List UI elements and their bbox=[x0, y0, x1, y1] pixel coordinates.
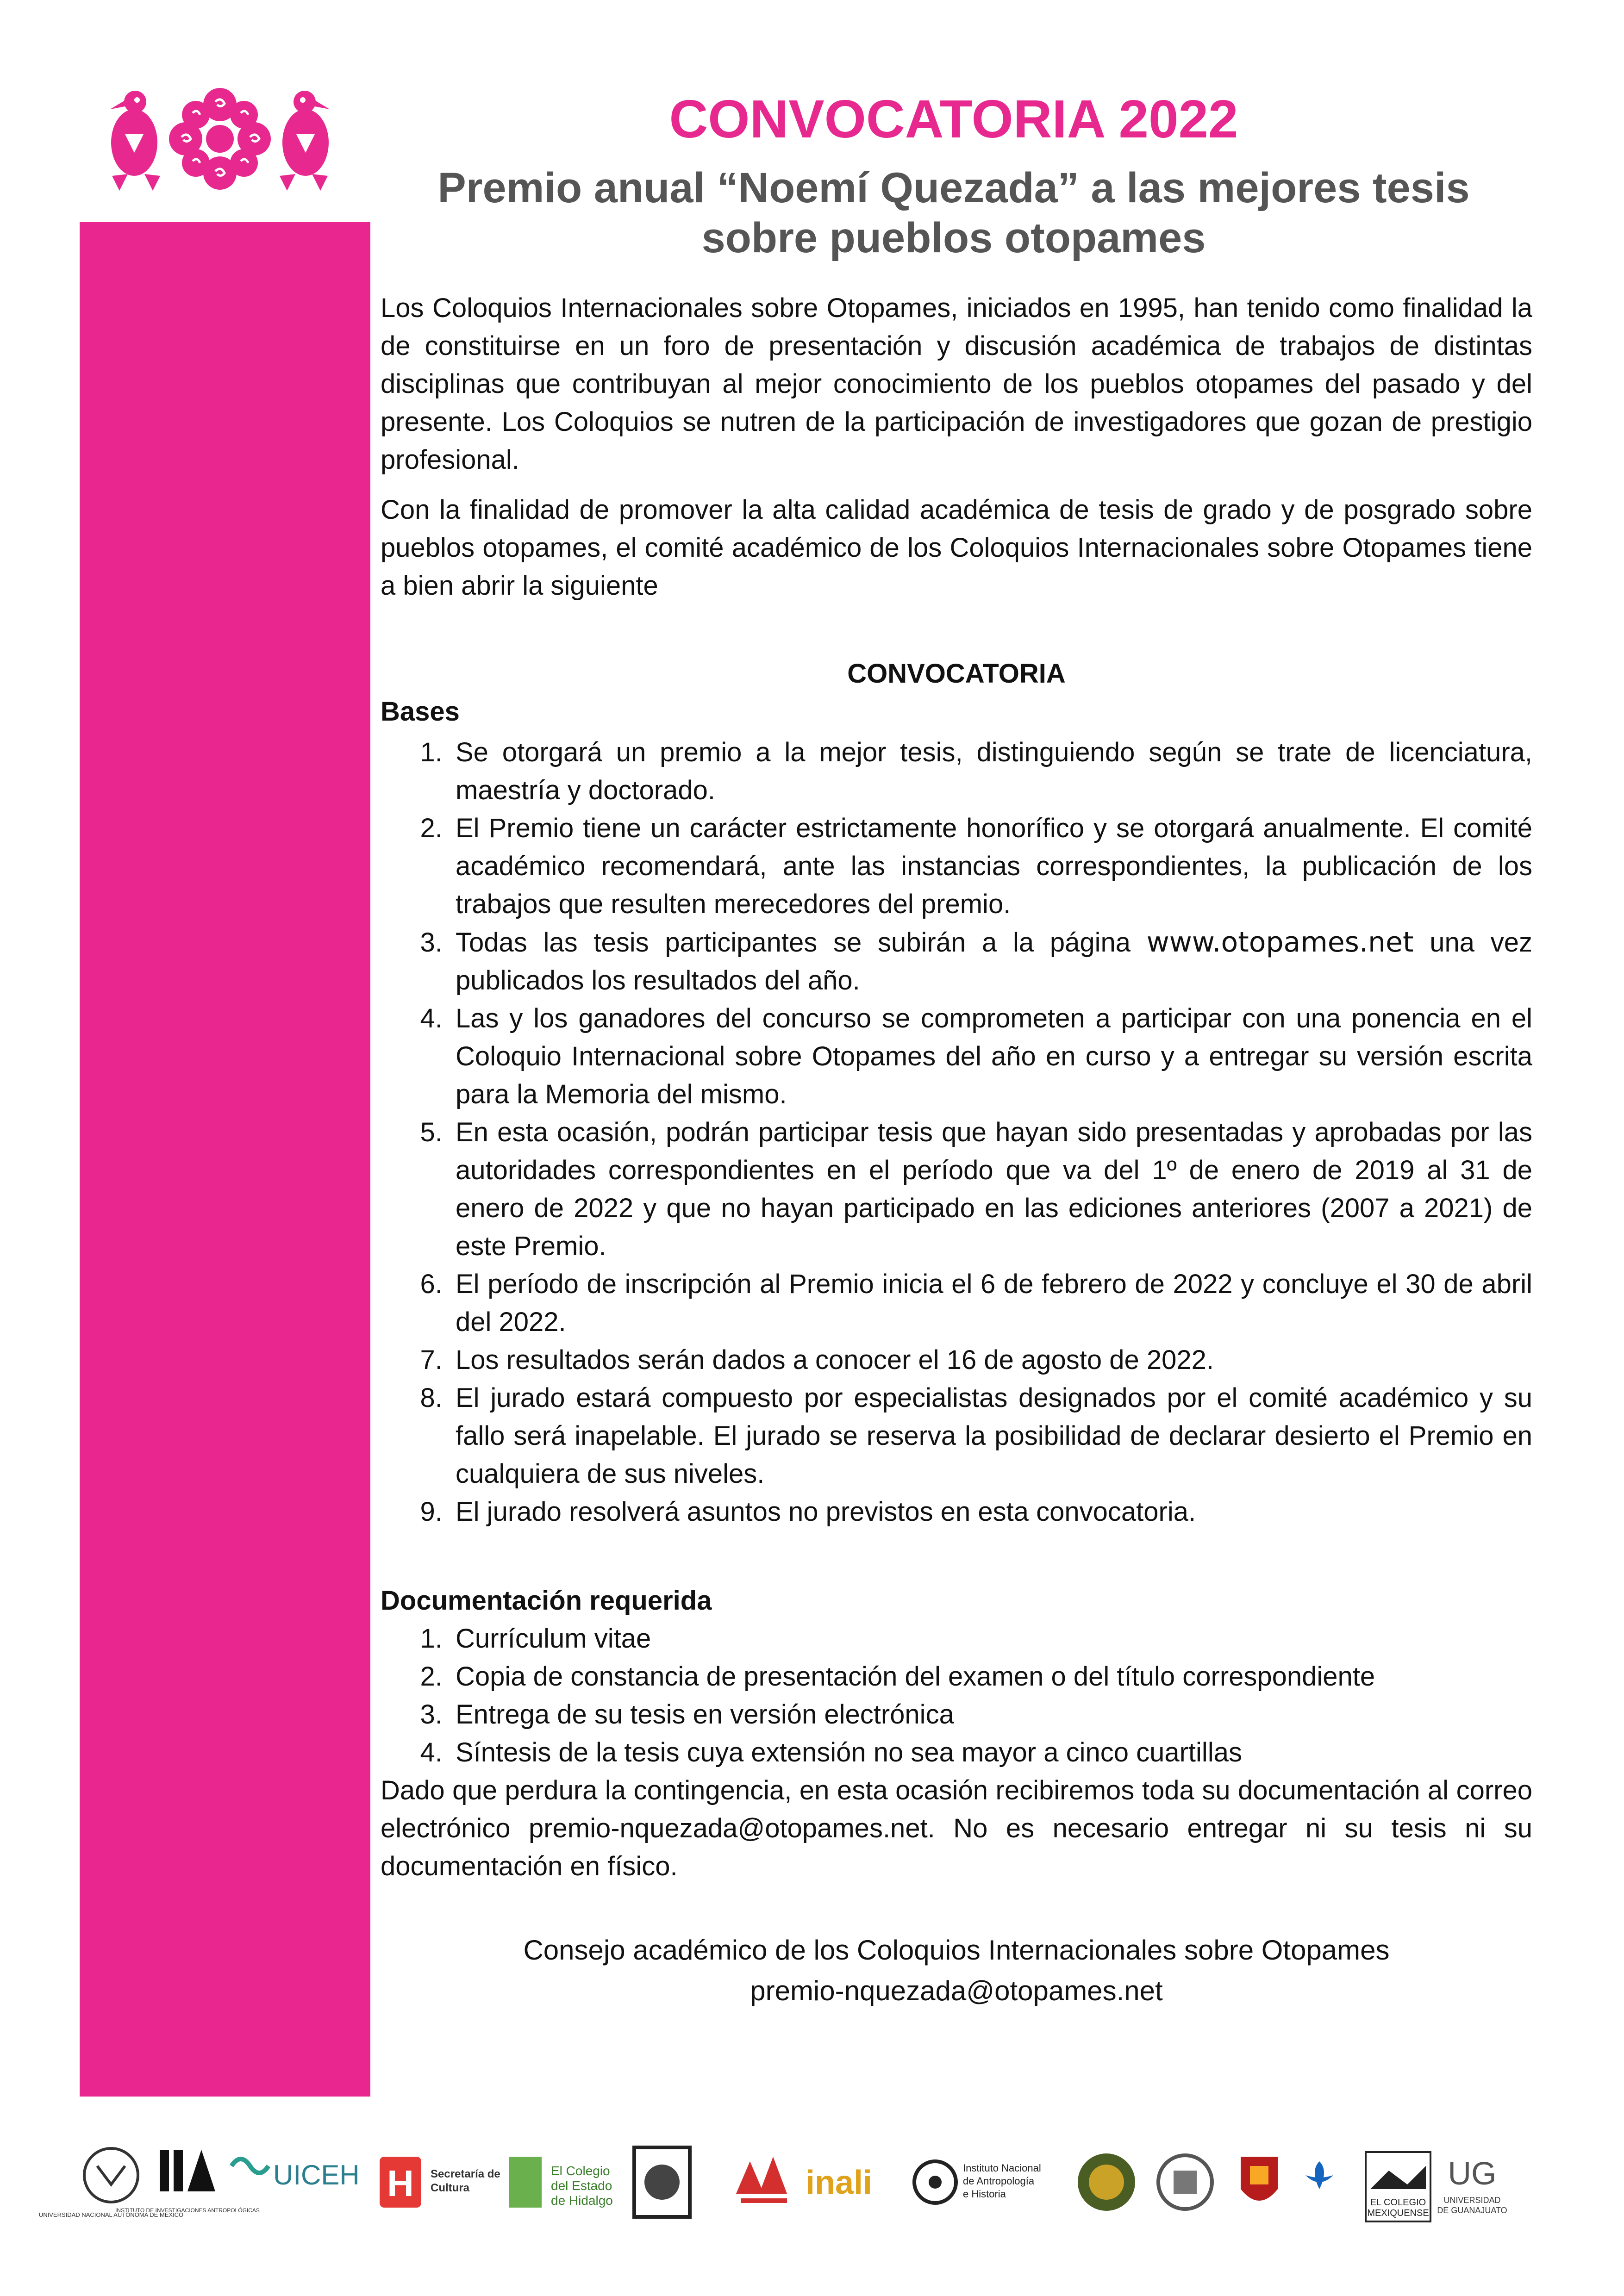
otopames-logo bbox=[83, 83, 356, 194]
bases-item: 5. En esta ocasión, podrán participar tesis que hayan sido presentadas y aprobadas por las autoridades correspondientes en el período que va del 1º de enero de 2019 al 31 de enero de 2022 y que no hayan participado en las ediciones anteriores (2007 a 2021) de este Premio. bbox=[450, 1114, 1532, 1265]
page-subtitle bbox=[380, 163, 1528, 263]
ug-logo bbox=[1437, 2155, 1507, 2215]
bases-item-text: Todas las tesis participantes se subirán a la página bbox=[456, 927, 1147, 958]
documentacion-item: 4. Síntesis de la tesis cuya extensión no sea mayor a cinco cuartillas bbox=[450, 1734, 1532, 1772]
shield-logo bbox=[1241, 2157, 1278, 2201]
colegio-hidalgo-line-2: del Estado bbox=[551, 2178, 612, 2193]
bases-item: 4. Las y los ganadores del concurso se comprometen a participar con una ponencia en el Coloquio Internacional sobre Otopames del año en curso y a entregar su versión escrita para la Memoria del mismo. bbox=[450, 1000, 1532, 1114]
documentacion-item: 1. Currículum vitae bbox=[450, 1620, 1532, 1658]
colegio-hidalgo-line-3: de Hidalgo bbox=[551, 2193, 613, 2208]
signature-line: Consejo académico de los Coloquios Internacionales sobre Otopames bbox=[523, 1935, 1390, 1966]
secretaria-line-2: Cultura bbox=[431, 2182, 469, 2194]
signature-block bbox=[381, 1930, 1532, 2011]
bases-item: 7. Los resultados serán dados a conocer el 16 de agosto de 2022. bbox=[450, 1341, 1532, 1379]
bases-list bbox=[381, 734, 1532, 1531]
page-title: CONVOCATORIA 2022 bbox=[669, 89, 1238, 149]
bases-item: 6. El período de inscripción al Premio inicia el 6 de febrero de 2022 y concluye el 30 de abril del 2022. bbox=[450, 1265, 1532, 1341]
colmex-line-2: MEXIQUENSE bbox=[1367, 2208, 1429, 2218]
secretaria-line-1: Secretaría de bbox=[431, 2168, 500, 2180]
documentacion-item: 3. Entrega de su tesis en versión electrónica bbox=[450, 1696, 1532, 1734]
pink-sidebar-band bbox=[80, 222, 370, 2097]
inah-logo bbox=[914, 2161, 1041, 2203]
uiceh-logo bbox=[231, 2159, 360, 2190]
uiceh-name: UICEH bbox=[273, 2159, 360, 2190]
subtitle-line-1: Premio anual “Noemí Quezada” a las mejores tesis bbox=[437, 164, 1470, 212]
green-seal-logo bbox=[1078, 2153, 1135, 2211]
subtitle-line-2: sobre pueblos otopames bbox=[701, 214, 1206, 261]
inah-line-2: de Antropología bbox=[963, 2175, 1035, 2187]
intro-paragraph-2: Con la finalidad de promover la alta calidad académica de tesis de grado y de posgrado sobre pueblos otopames, el comité académico de los Coloquios Internacionales sobre Otopames tiene a bien abrir la siguiente bbox=[381, 495, 1532, 601]
document-body bbox=[381, 289, 1532, 2011]
intro-paragraph-1: Los Coloquios Internacionales sobre Otopames, iniciados en 1995, han tenido como finalidad la de constituirse en un foro de presentación y discusión académica de trabajos de distintas disciplinas que contribuyan al mejor conocimiento de los pueblos otopames del pasado y del presente. Los Coloquios se nutren de la participación de investigadores que gozan de prestigio profesional. bbox=[381, 293, 1532, 475]
documentacion-item: 2. Copia de constancia de presentación del examen o del título correspondiente bbox=[450, 1658, 1532, 1696]
signature-email[interactable]: premio-nquezada@otopames.net bbox=[750, 1975, 1163, 2006]
colmex-line-1: EL COLEGIO bbox=[1370, 2197, 1426, 2208]
iia-name: INSTITUTO DE INVESTIGACIONES ANTROPOLÓGICAS bbox=[115, 2207, 260, 2214]
inali-logo bbox=[806, 2164, 872, 2201]
red-figures-logo bbox=[736, 2157, 787, 2203]
sponsor-logos-row bbox=[38, 2138, 1555, 2245]
documentacion-list bbox=[381, 1620, 1532, 1772]
inali-name: inali bbox=[806, 2164, 873, 2201]
rosette-icon bbox=[169, 88, 271, 190]
gray-seal-logo bbox=[1158, 2155, 1212, 2209]
bases-item-text: una vez publicados los resultados del año. bbox=[456, 927, 1532, 996]
bases-heading: Bases bbox=[381, 697, 460, 727]
bases-item: 1. Se otorgará un premio a la mejor tesis, distinguiendo según se trate de licenciatura, maestría y doctorado. bbox=[450, 734, 1532, 809]
ug-line-2: DE GUANAJUATO bbox=[1437, 2206, 1507, 2215]
bases-item bbox=[450, 923, 1532, 1000]
colegio-hidalgo-logo bbox=[509, 2157, 613, 2208]
left-bird-icon bbox=[110, 91, 160, 191]
secretaria-cultura-logo bbox=[380, 2157, 500, 2208]
documentacion-heading: Documentación requerida bbox=[381, 1586, 712, 1616]
unam-name: UNIVERSIDAD NACIONAL AUTÓNOMA DE MÉXICO bbox=[38, 2211, 184, 2218]
convocatoria-heading: CONVOCATORIA bbox=[847, 659, 1066, 689]
veracruzana-logo bbox=[1305, 2161, 1333, 2189]
ug-line-1: UNIVERSIDAD bbox=[1443, 2196, 1501, 2205]
bases-item: 9. El jurado resolverá asuntos no previstos en esta convocatoria. bbox=[450, 1493, 1532, 1531]
closing-paragraph: Dado que perdura la contingencia, en esta ocasión recibiremos toda su documentación al correo electrónico premio-nquezada@otopames.net. No es necesario entregar ni su tesis ni su documentación en físico. bbox=[381, 1775, 1532, 1881]
right-bird-icon bbox=[280, 91, 330, 191]
ug-mark: UG bbox=[1448, 2155, 1497, 2191]
bases-item: 8. El jurado estará compuesto por especialistas designados por el comité académico y su fallo será inapelable. El jurado se reserva la posibilidad de declarar desierto el Premio en cualquiera de sus niveles. bbox=[450, 1379, 1532, 1493]
colegio-hidalgo-line-1: El Colegio bbox=[551, 2164, 610, 2178]
coat-of-arms-logo bbox=[634, 2147, 690, 2217]
svg-text:H: H bbox=[387, 2163, 414, 2204]
website-link[interactable]: www.otopames.net bbox=[1146, 926, 1414, 958]
colegio-mexiquense-logo bbox=[1366, 2152, 1430, 2221]
bases-item: 2. El Premio tiene un carácter estrictamente honorífico y se otorgará anualmente. El comité académico recomendará, ante las instancias correspondientes, la publicación de los trabajos que resulten merecedores del premio. bbox=[450, 809, 1532, 923]
inah-line-1: Instituto Nacional bbox=[963, 2162, 1041, 2174]
inah-line-3: e Historia bbox=[963, 2188, 1006, 2200]
